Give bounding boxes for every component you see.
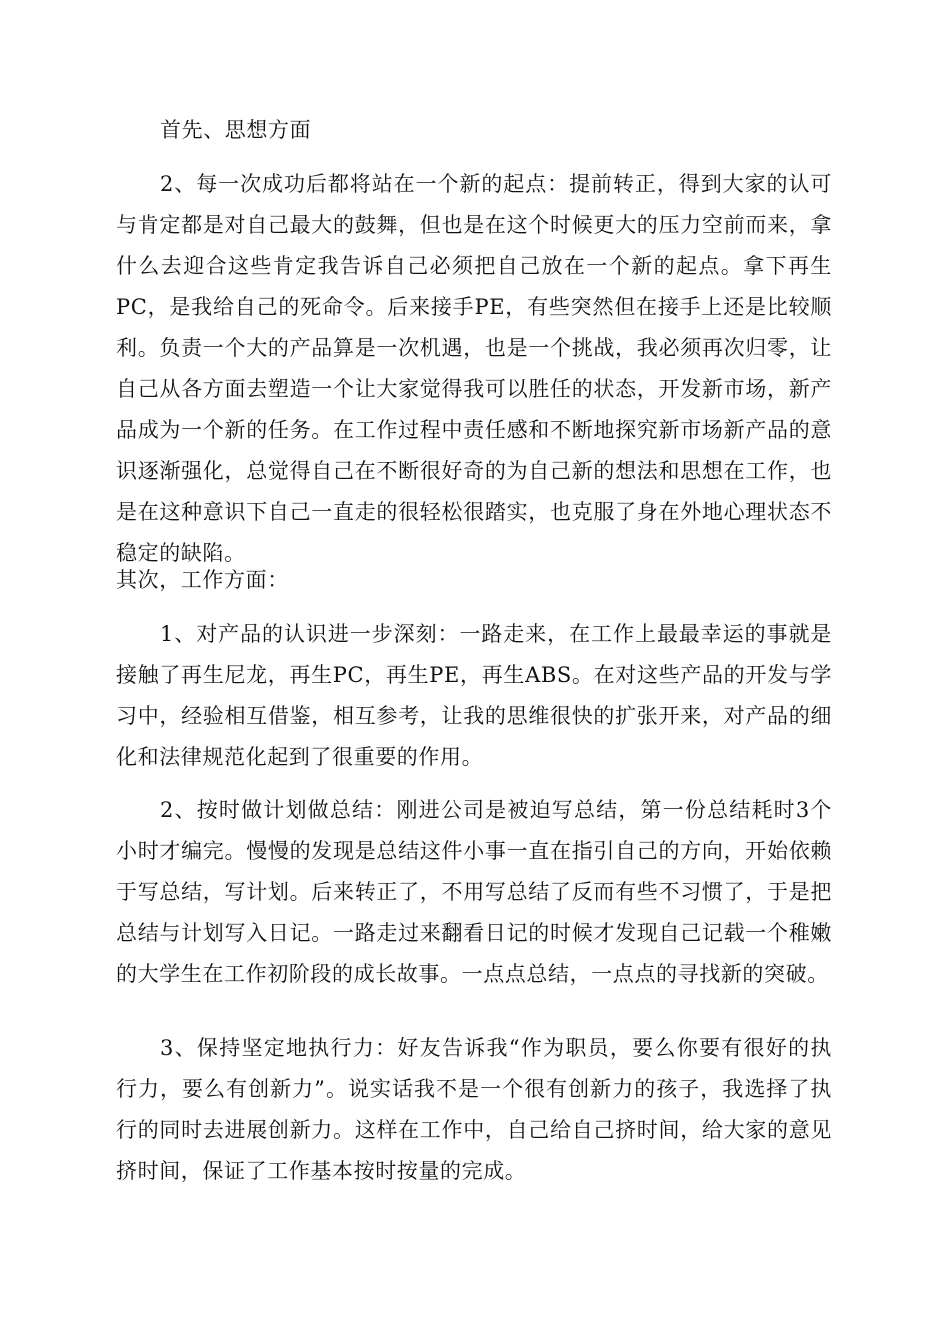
paragraph-work-3: 3、保持坚定地执行力：好友告诉我“作为职员，要么你要有很好的执行力，要么有创新力”。说实话我不是一个很有创新力的孩子，我选择了执行的同时去进展创新力。这样在工作中，自己给自己挤时间，给大家的意见挤时间，保证了工作基本按时按量的完成。 [116, 1036, 832, 1183]
paragraph-work-2: 2、按时做计划做总结：刚进公司是被迫写总结，第一份总结耗时3个小时才编完。慢慢的发现是总结这件小事一直在指引自己的方向，开始依赖于写总结，写计划。后来转正了，不用写总结了反而有些不习惯了，于是把总结与计划写入日记。一路走过来翻看日记的时候才发现自己记载一个稚嫩的大学生在工作初阶段的成长故事。一点点总结，一点点的寻找新的突破。 [116, 798, 832, 986]
paragraph-work-1: 1、对产品的认识进一步深刻：一路走来，在工作上最最幸运的事就是接触了再生尼龙，再生PC，再生PE，再生ABS。在对这些产品的开发与学习中，经验相互借鉴，相互参考，让我的思维很快的扩张开来，对产品的细化和法律规范化起到了很重要的作用。 [116, 622, 832, 769]
paragraph-thinking-2: 2、每一次成功后都将站在一个新的起点：提前转正，得到大家的认可与肯定都是对自己最大的鼓舞，但也是在这个时候更大的压力空前而来，拿什么去迎合这些肯定我告诉自己必须把自己放在一个新的起点。拿下再生PC，是我给自己的死命令。后来接手PE，有些突然但在接手上还是比较顺利。负责一个大的产品算是一次机遇，也是一个挑战，我必须再次归零，让自己从各方面去塑造一个让大家觉得我可以胜任的状态，开发新市场，新产品成为一个新的任务。在工作过程中责任感和不断地探究新市场新产品的意识逐渐强化，总觉得自己在不断很好奇的为自己新的想法和思想在工作，也是在这种意识下自己一直走的很轻松很踏实，也克服了身在外地心理状态不稳定的缺陷。 [116, 172, 832, 565]
heading-thinking: 首先、思想方面 [160, 118, 312, 142]
heading-work: 其次，工作方面： [116, 568, 289, 592]
